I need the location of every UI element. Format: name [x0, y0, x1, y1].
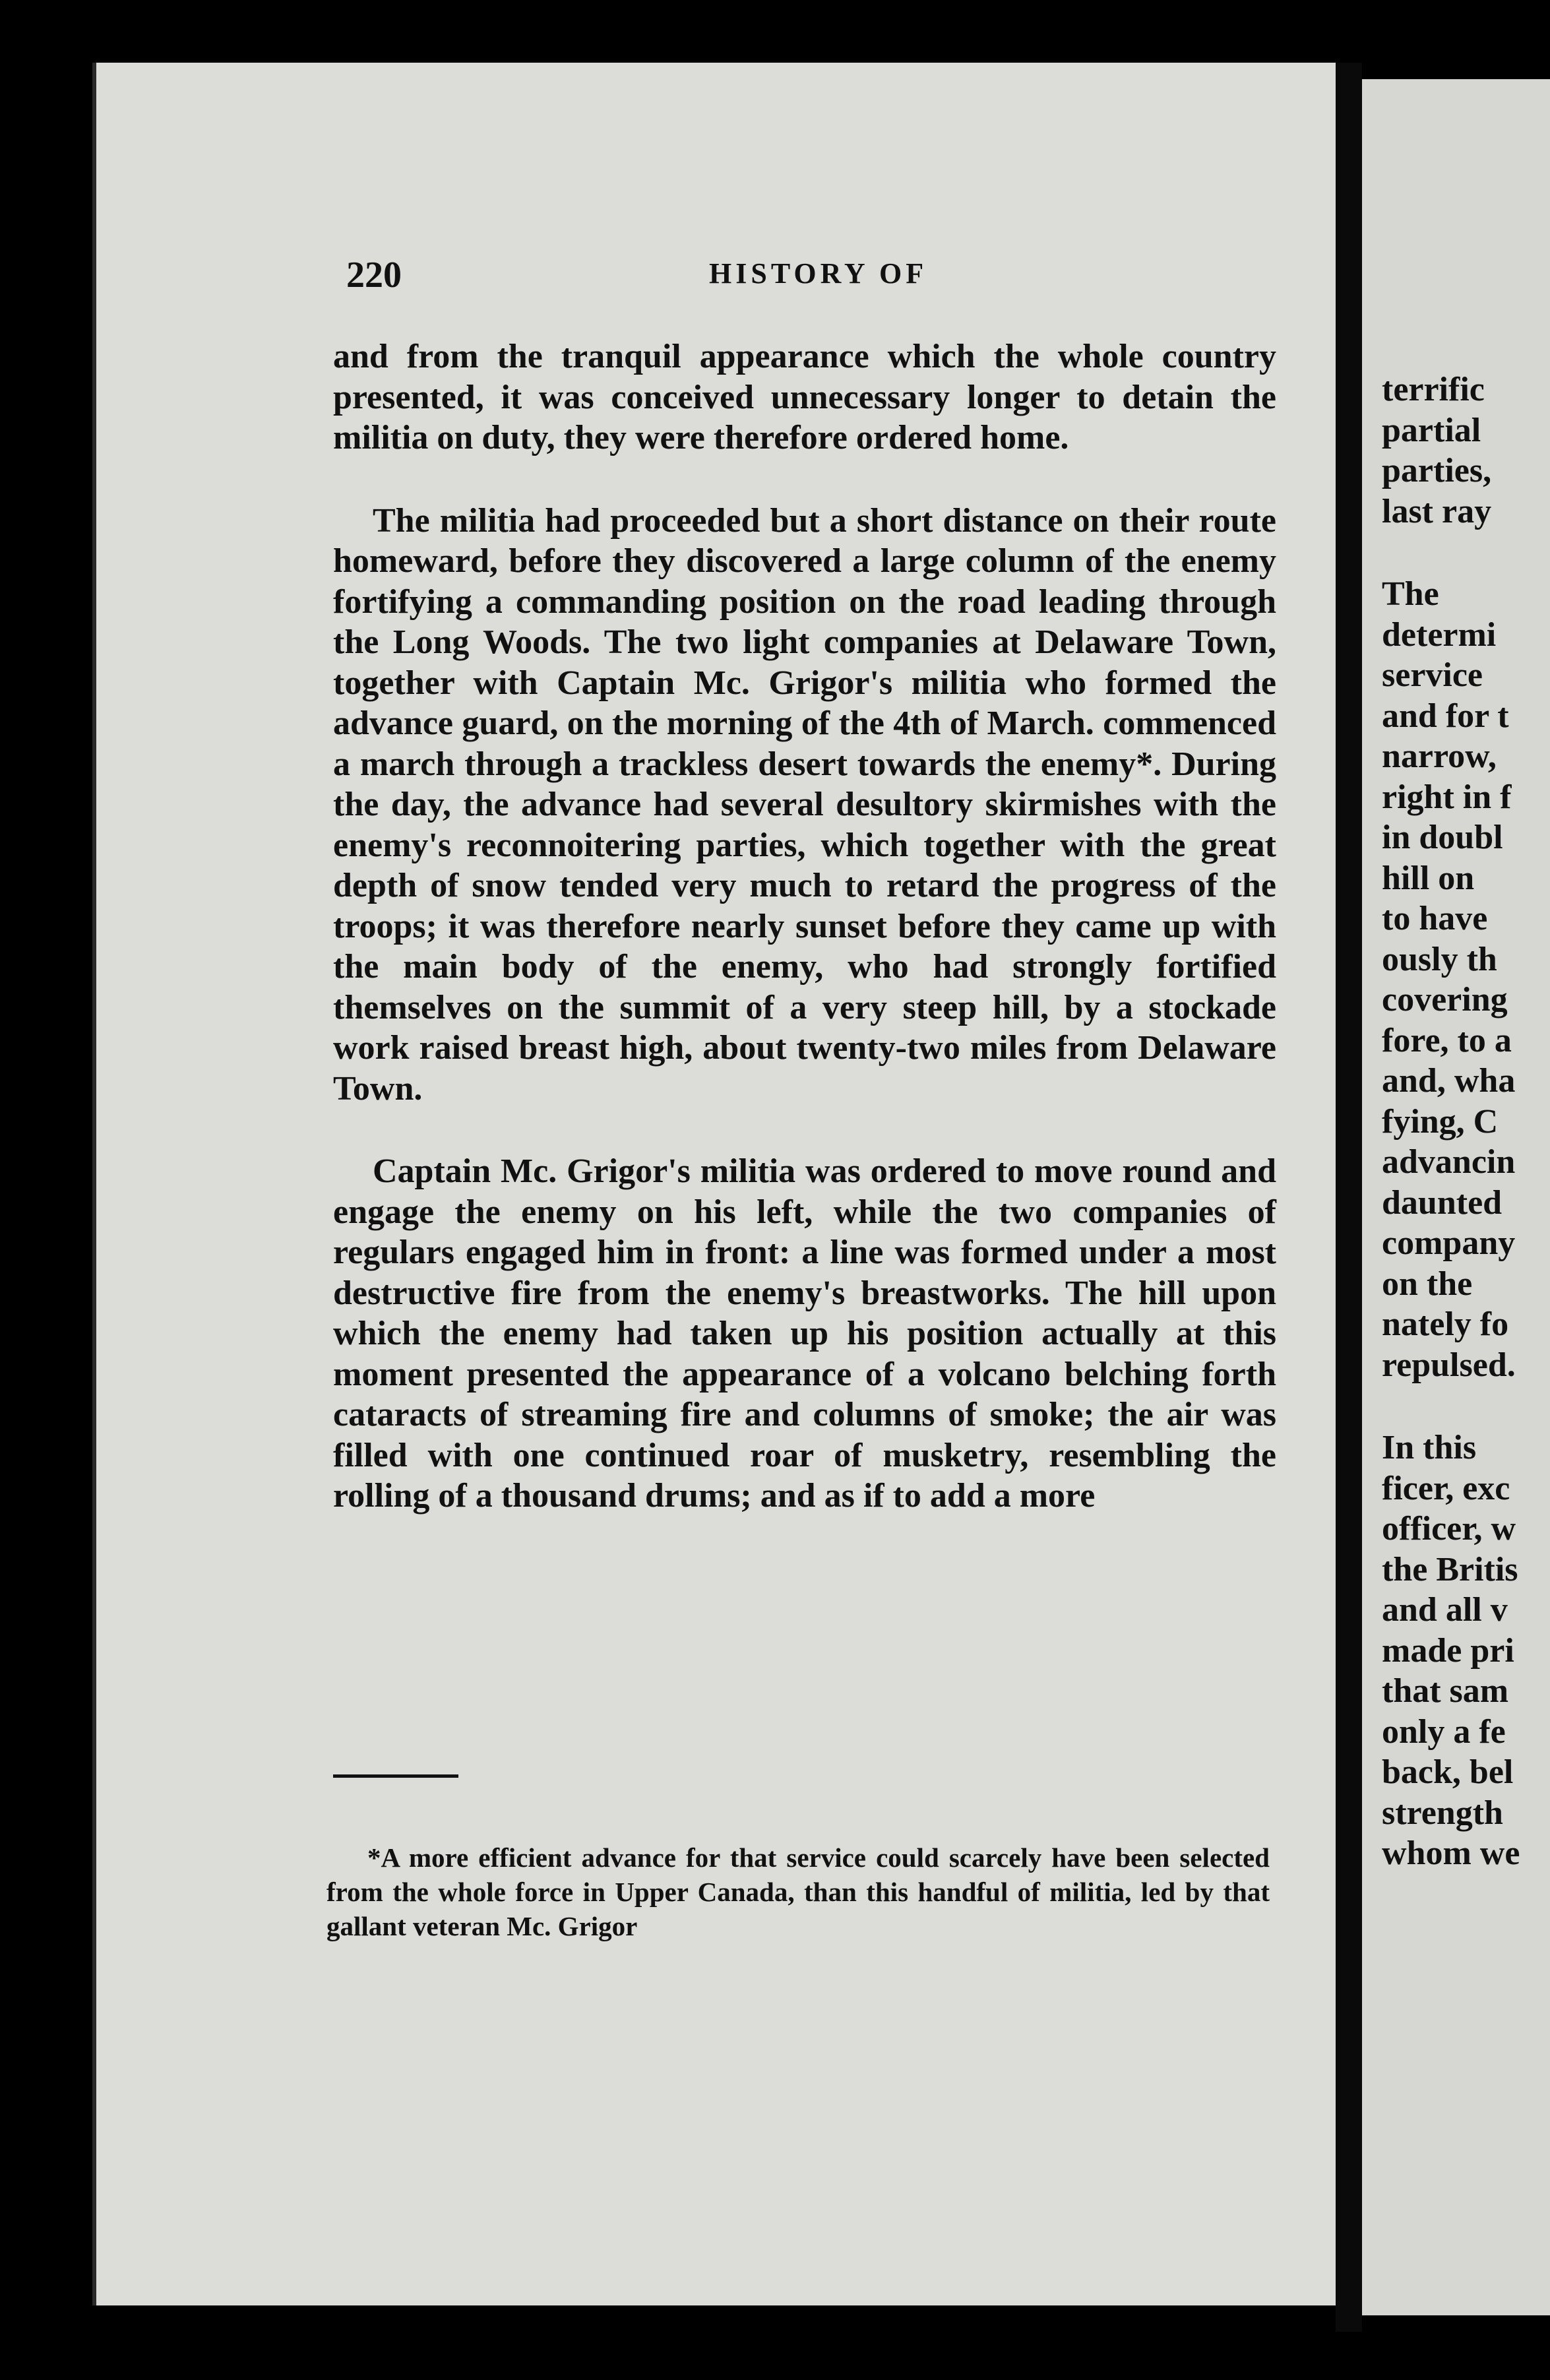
- facing-line: partial: [1382, 411, 1481, 449]
- facing-line: that sam: [1382, 1672, 1509, 1710]
- facing-line: and for t: [1382, 697, 1509, 735]
- facing-line: The: [1382, 575, 1439, 613]
- facing-line: daunted: [1382, 1183, 1503, 1222]
- facing-line: ously th: [1382, 940, 1497, 978]
- facing-line: nately fo: [1382, 1305, 1509, 1343]
- book-gutter: [1336, 63, 1362, 2332]
- paragraph: The militia had proceeded but a short distance on their route homeward, before they discovered a large column of the enemy fortifying a commanding position on the road leading through the Long Woods. The two light companies at Delaware Town, together with Captain Mc. Grigor's militia who formed the advance guard, on the morning of the 4th of March. commenced a march through a trackless desert towards the enemy*. During the day, the advance had several desultory skirmishes with the enemy's reconnoitering parties, which together with the great depth of snow tended very much to retard the progress of the troops; it was therefore nearly sunset before they came up with the main body of the enemy, who had strongly fortified themselves on the summit of a very steep hill, by a stockade work raised breast high, about twenty-two miles from Delaware Town.: [333, 501, 1276, 1108]
- paragraph: Captain Mc. Grigor's militia was ordered to move round and engage the enemy on his left, while the two companies of regulars engaged him in front: a line was formed under a most destructive fire from the enemy's breastworks. The hill upon which the enemy had taken up his position actually at this moment presented the appearance of a volcano belching forth cataracts of streaming fire and columns of smoke; the air was filled with one continued roar of musketry, resembling the rolling of a thousand drums; and as if to add a more: [333, 1152, 1276, 1515]
- facing-line: determi: [1382, 615, 1497, 654]
- running-head-title: HISTORY OF: [709, 257, 928, 290]
- facing-line: whom we: [1382, 1834, 1520, 1872]
- facing-line: and all v: [1382, 1591, 1508, 1629]
- running-head: [346, 254, 1286, 300]
- facing-line: repulsed.: [1382, 1346, 1516, 1384]
- facing-line: service: [1382, 656, 1483, 694]
- facing-line: the Britis: [1382, 1550, 1518, 1588]
- facing-line: hill on: [1382, 859, 1475, 897]
- facing-line: on the: [1382, 1265, 1473, 1303]
- paragraph: and from the tranquil appearance which the whole country presented, it was conceived unnecessary longer to detain the militia on duty, they were therefore ordered home.: [333, 338, 1276, 456]
- page-number: 220: [346, 255, 402, 296]
- facing-line: right in f: [1382, 778, 1512, 816]
- paragraph-gap: [1382, 532, 1550, 574]
- facing-line: narrow,: [1382, 737, 1497, 775]
- facing-line: fying, C: [1382, 1102, 1499, 1141]
- facing-line: company: [1382, 1224, 1516, 1262]
- facing-line: advancin: [1382, 1143, 1516, 1181]
- facing-line: fore, to a: [1382, 1021, 1512, 1059]
- facing-line: covering: [1382, 981, 1508, 1018]
- facing-page-text: [1382, 369, 1550, 1874]
- facing-line: strength: [1382, 1794, 1503, 1832]
- facing-line: only a fe: [1382, 1712, 1506, 1751]
- facing-line: officer, w: [1382, 1510, 1516, 1548]
- facing-line: made pri: [1382, 1631, 1514, 1670]
- paragraph-gap: [1382, 1385, 1550, 1427]
- body-text: [333, 336, 1276, 1517]
- facing-line: ficer, exc: [1382, 1469, 1510, 1507]
- facing-line: and, wha: [1382, 1062, 1516, 1100]
- facing-line: In this: [1382, 1429, 1477, 1466]
- facing-line: terrific: [1382, 371, 1485, 408]
- facing-line: in doubl: [1382, 819, 1503, 856]
- facing-line: to have: [1382, 900, 1488, 937]
- footnote: *A more efficient advance for that service could scarcely have been selected from the whole force in Upper Canada, than this handful of militia, led by that gallant veteran Mc. Grigor: [326, 1842, 1270, 1941]
- facing-line: back, bel: [1382, 1753, 1514, 1791]
- facing-line: last ray: [1382, 492, 1492, 530]
- facing-line: parties,: [1382, 452, 1492, 489]
- footnote-rule: [333, 1774, 458, 1778]
